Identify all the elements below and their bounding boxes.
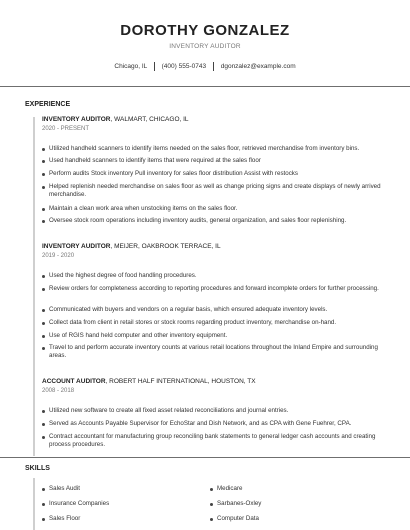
bullet-icon	[210, 518, 213, 521]
contact-phone: (400) 555-0743	[161, 63, 207, 71]
list-item	[42, 217, 382, 225]
bullet-icon	[42, 148, 45, 151]
bullet-text: Oversee stock room operations including inventory audits, general organization, and sales floor replenishing.	[49, 217, 347, 224]
bullet-icon	[42, 335, 45, 338]
bullet-icon	[210, 503, 213, 506]
list-item	[42, 433, 382, 450]
bullet-text: Travel to and perform accurate inventory counts at various retail locations throughout the Inland Empire and surrounding areas.	[49, 344, 378, 360]
contact-line	[0, 62, 410, 71]
bullet-text: Helped replenish needed merchandise on sales floor as well as change pricing signs and create displays of newly arrived merchandise.	[49, 183, 381, 199]
skill-text: Medicare	[217, 485, 243, 492]
job-dates: 2019 - 2020	[42, 253, 75, 259]
list-item	[42, 285, 382, 293]
bullet-text: Review orders for completeness according to reporting procedures and forward incomplete orders for further processing.	[49, 285, 379, 292]
experience-accent-bar	[33, 117, 35, 456]
skills-heading: SKILLS	[25, 465, 50, 472]
bullet-text: Collect data from client in retail stores or stock rooms regarding product inventory, merchandise on-hand.	[49, 319, 337, 326]
job-heading	[42, 378, 382, 385]
bullet-icon	[42, 518, 45, 521]
bullet-icon	[42, 423, 45, 426]
list-item	[42, 205, 382, 213]
list-item	[42, 407, 382, 415]
skill-text: Sales Audit	[49, 485, 80, 492]
job-employer: , MEIJER, OAKBROOK TERRACE, IL	[110, 243, 221, 250]
list-item	[42, 344, 382, 361]
job-title: INVENTORY AUDITOR	[42, 116, 111, 123]
skill-item	[210, 500, 261, 507]
bullet-icon	[42, 309, 45, 312]
bullet-text: Contract accountant for manufacturing group reconciling bank statements to general ledger cash accounts and creating process procedures.	[49, 433, 376, 449]
skill-item	[210, 485, 242, 492]
bullet-text: Maintain a clean work area when unstocking items on the sales floor.	[49, 205, 238, 212]
list-item	[42, 170, 382, 178]
list-item	[42, 332, 382, 340]
skills-accent-bar	[33, 478, 35, 530]
section-divider	[0, 457, 410, 458]
bullet-icon	[42, 347, 45, 350]
candidate-name: DOROTHY GONZALEZ	[120, 22, 290, 39]
skill-item	[210, 515, 259, 522]
job-entry	[42, 116, 382, 132]
bullet-icon	[210, 488, 213, 491]
job-heading	[42, 243, 382, 250]
bullet-icon	[42, 220, 45, 223]
job-employer: , ROBERT HALF INTERNATIONAL, HOUSTON, TX	[105, 378, 256, 385]
bullet-icon	[42, 322, 45, 325]
list-item	[42, 272, 382, 280]
job-employer: , WALMART, CHICAGO, IL	[110, 116, 189, 123]
candidate-title: INVENTORY AUDITOR	[169, 43, 241, 50]
bullet-icon	[42, 208, 45, 211]
job-entry	[42, 378, 382, 394]
contact-divider	[213, 62, 214, 71]
job-heading	[42, 116, 382, 123]
job-title: INVENTORY AUDITOR	[42, 243, 111, 250]
skill-item	[42, 485, 80, 492]
contact-city: Chicago, IL	[114, 63, 148, 71]
job-dates: 2020 - PRESENT	[42, 126, 90, 132]
skill-text: Computer Data	[217, 515, 259, 522]
bullet-icon	[42, 186, 45, 189]
skill-item	[42, 515, 80, 522]
bullet-text: Utilized handheld scanners to identify items needed on the sales floor, retrieved merchandise from inventory bins.	[49, 145, 360, 152]
bullet-icon	[42, 436, 45, 439]
list-item	[42, 183, 382, 200]
bullet-text: Served as Accounts Payable Supervisor for EchoStar and Dish Network, and as CPA with Gene Fuehrer, CPA.	[49, 420, 352, 427]
skill-item	[42, 500, 109, 507]
contact-email[interactable]: dgonzalez@example.com	[220, 63, 296, 71]
bullet-text: Perform audits Stock inventory Pull inventory for sales floor distribution Assist with restocks	[49, 170, 298, 177]
bullet-text: Use of RGIS hand held computer and other inventory equipment.	[49, 332, 228, 339]
skill-text: Insurance Companies	[49, 500, 110, 507]
bullet-icon	[42, 488, 45, 491]
list-item	[42, 319, 382, 327]
job-title: ACCOUNT AUDITOR	[42, 378, 106, 385]
bullet-icon	[42, 503, 45, 506]
bullet-text: Used the highest degree of food handling procedures.	[49, 272, 197, 279]
bullet-icon	[42, 275, 45, 278]
bullet-icon	[42, 160, 45, 163]
job-entry	[42, 243, 382, 259]
list-item	[42, 145, 382, 153]
list-item	[42, 420, 382, 428]
contact-divider	[154, 62, 155, 71]
skill-text: Sarbanes-Oxley	[217, 500, 262, 507]
bullet-text: Used handheld scanners to identify items that were required at the sales floor	[49, 157, 261, 164]
header-divider	[0, 86, 410, 87]
bullet-icon	[42, 410, 45, 413]
list-item	[42, 157, 382, 165]
experience-heading: EXPERIENCE	[25, 101, 71, 108]
bullet-text: Utilized new software to create all fixed asset related reconciliations and journal entries.	[49, 407, 289, 414]
job-dates: 2008 - 2018	[42, 388, 75, 394]
skill-text: Sales Floor	[49, 515, 81, 522]
bullet-icon	[42, 173, 45, 176]
list-item	[42, 306, 382, 314]
resume-header	[0, 22, 410, 50]
bullet-icon	[42, 288, 45, 291]
bullet-text: Communicated with buyers and vendors on a regular basis, which ensured adequate inventory levels.	[49, 306, 328, 313]
